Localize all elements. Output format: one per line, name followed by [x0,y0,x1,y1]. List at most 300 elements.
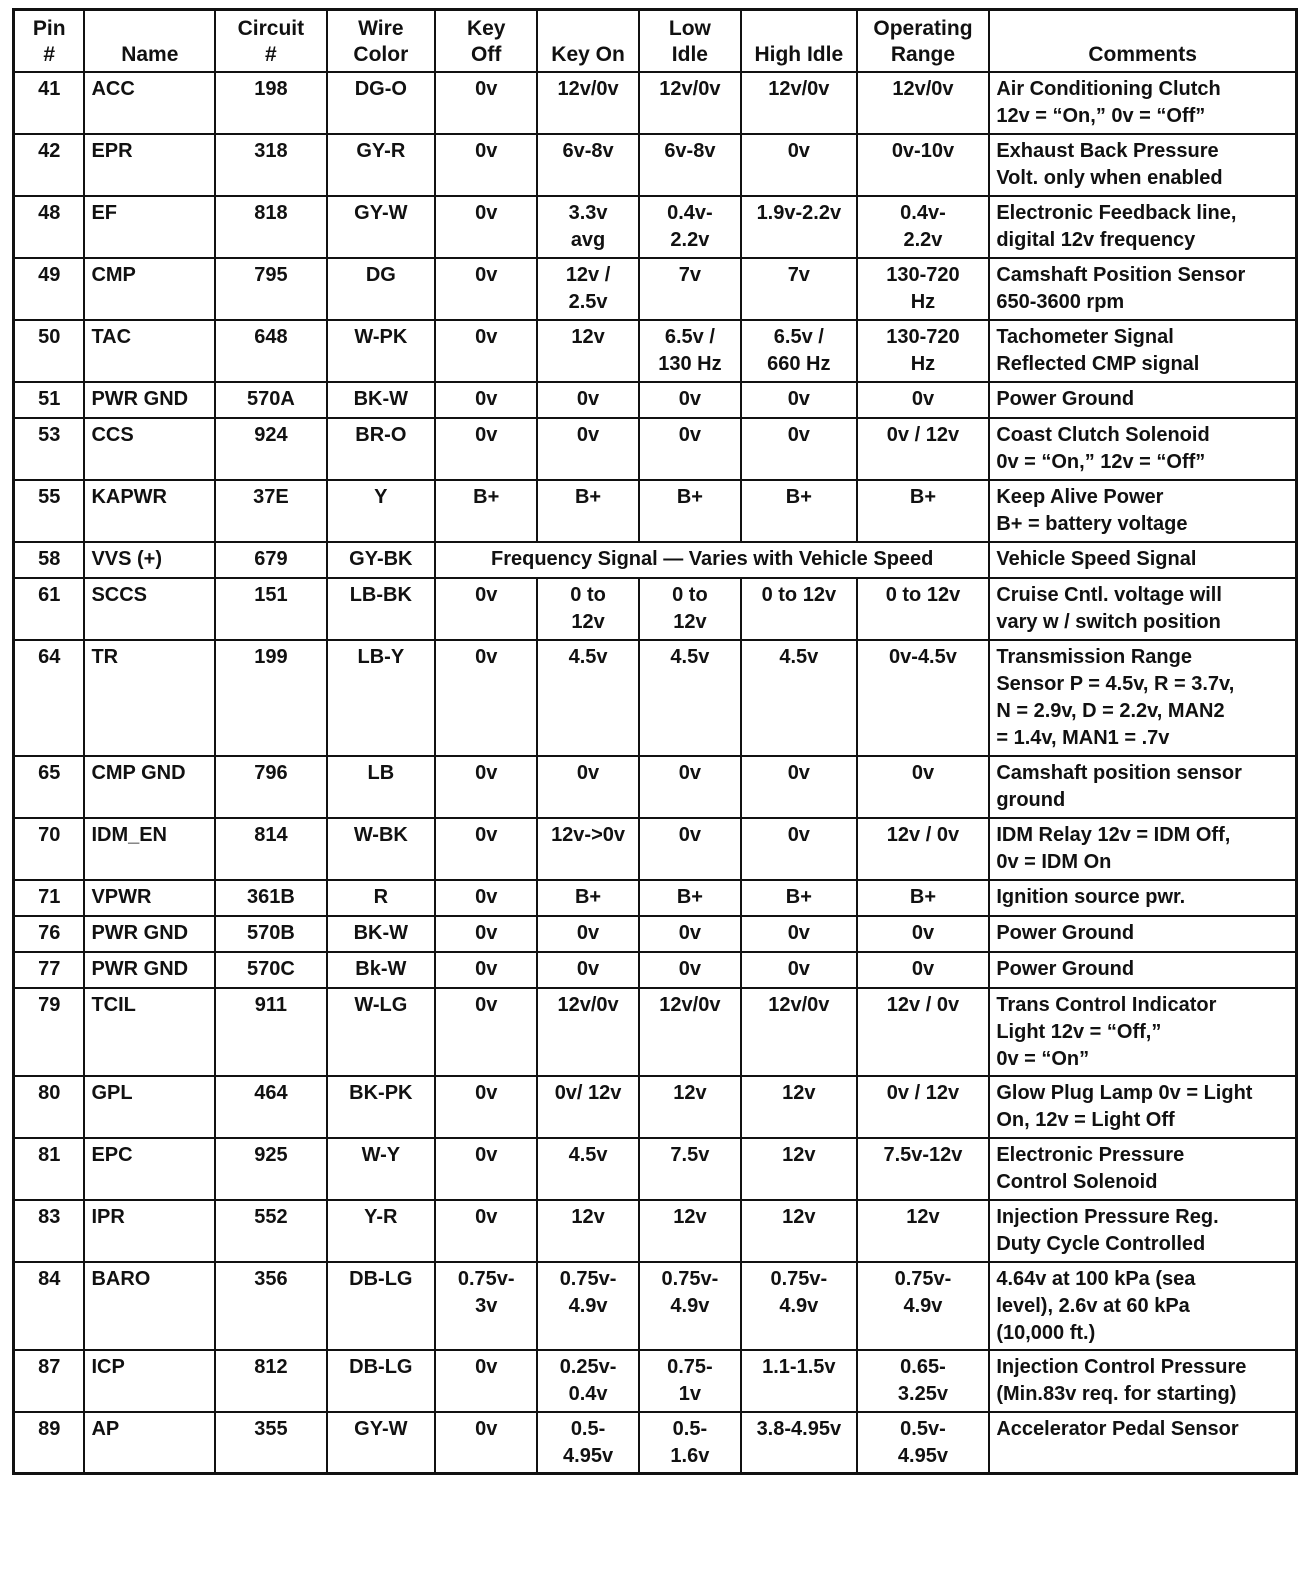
cell-comments-text: Camshaft position sensor ground [996,761,1242,811]
cell-name-text: IDM_EN [91,823,168,846]
cell-low-idle [639,578,741,640]
cell-wire-color [327,1262,435,1350]
cell-high-idle [741,1200,857,1262]
cell-key-on-text: 12v/0v [557,77,619,100]
cell-low-idle [639,640,741,756]
cell-circuit-text: 37E [253,485,289,508]
cell-name-text: GPL [91,1081,133,1104]
cell-name [84,1262,215,1350]
table-row [14,756,1297,818]
cell-key-off-text: 0.75v- 3v [457,1267,515,1317]
cell-high-idle-text: 12v/0v [768,77,830,100]
cell-key-on-text: 0v [576,761,600,784]
cell-wire-color-text: DB-LG [349,1355,413,1378]
cell-key-on-text: 3.3v avg [568,201,608,251]
cell-comments-text: Injection Pressure Reg. Duty Cycle Controlled [996,1205,1219,1255]
cell-operating-range [857,1262,990,1350]
table-row [14,1412,1297,1474]
cell-low-idle [639,916,741,952]
cell-comments-text: IDM Relay 12v = IDM Off, 0v = IDM On [996,823,1231,873]
cell-comments-text: 4.64v at 100 kPa (sea level), 2.6v at 60 kPa (10,000 ft.) [996,1267,1196,1344]
cell-operating-range-text: 0.65- 3.25v [897,1355,948,1405]
cell-high-idle-text: 3.8-4.95v [756,1417,842,1440]
header-circuit: Circuit # [215,10,326,72]
cell-key-off-text: 0v [475,645,498,668]
cell-key-off [435,1138,537,1200]
cell-key-off [435,880,537,916]
cell-wire-color-text: R [373,885,389,908]
cell-operating-range-text: 0v-4.5v [889,645,957,668]
cell-wire-color [327,1412,435,1474]
cell-wire-color [327,1350,435,1412]
cell-pin-text: 64 [38,645,61,668]
table-row [14,134,1297,196]
cell-operating-range-text: 12v/0v [892,77,954,100]
cell-name-text: KAPWR [91,485,167,508]
cell-comments-text: Injection Control Pressure (Min.83v req. for starting) [996,1355,1247,1405]
cell-high-idle [741,578,857,640]
cell-comments-text: Vehicle Speed Signal [996,547,1197,570]
cell-pin-text: 87 [38,1355,61,1378]
table-row [14,72,1297,134]
cell-comments-text: Ignition source pwr. [996,885,1186,908]
cell-low-idle [639,480,741,542]
cell-low-idle-text: 7.5v [670,1143,710,1166]
cell-low-idle [639,258,741,320]
cell-comments-text: Exhaust Back Pressure Volt. only when enabled [996,139,1223,189]
cell-low-idle [639,72,741,134]
table-row [14,880,1297,916]
cell-comments [989,1350,1296,1412]
cell-key-on [537,418,638,480]
cell-pin [14,258,85,320]
cell-low-idle-text: 0v [678,423,702,446]
cell-low-idle [639,1138,741,1200]
cell-circuit [215,952,326,988]
cell-key-on-text: 12v [571,1205,605,1228]
cell-high-idle [741,916,857,952]
cell-pin-text: 89 [38,1417,61,1440]
cell-name [84,1350,215,1412]
cell-key-off-text: 0v [475,957,498,980]
cell-high-idle [741,382,857,418]
cell-circuit-text: 570C [246,957,295,980]
cell-key-on [537,756,638,818]
cell-low-idle-text: 0v [678,387,702,410]
cell-key-on [537,480,638,542]
cell-pin-text: 51 [38,387,61,410]
cell-name [84,1200,215,1262]
cell-wire-color-text: BK-W [353,387,409,410]
cell-operating-range-text: 130-720 Hz [886,263,960,313]
cell-pin [14,578,85,640]
cell-name-text: TR [91,645,119,668]
cell-key-off-text: 0v [475,77,498,100]
cell-pin-text: 49 [38,263,61,286]
table-row [14,640,1297,756]
cell-pin [14,320,85,382]
cell-high-idle [741,1412,857,1474]
cell-name-text: CCS [91,423,134,446]
cell-pin-text: 83 [38,1205,61,1228]
cell-operating-range [857,988,990,1076]
cell-wire-color [327,418,435,480]
cell-comments-text: Trans Control Indicator Light 12v = “Off,” 0v = “On” [996,993,1217,1070]
cell-wire-color [327,578,435,640]
cell-high-idle-text: 1.1-1.5v [762,1355,836,1378]
cell-wire-color-text: DB-LG [349,1267,413,1290]
cell-wire-color [327,756,435,818]
cell-comments-text: Electronic Pressure Control Solenoid [996,1143,1185,1193]
cell-pin [14,1076,85,1138]
cell-operating-range [857,1138,990,1200]
cell-name [84,382,215,418]
cell-name-text: ICP [91,1355,125,1378]
cell-name [84,880,215,916]
cell-key-off [435,320,537,382]
cell-key-off [435,382,537,418]
cell-wire-color [327,1138,435,1200]
cell-low-idle-text: 0.5- 1.6v [670,1417,710,1467]
cell-operating-range-text: 12v / 0v [886,823,960,846]
cell-wire-color-text: BR-O [355,423,407,446]
table-row [14,382,1297,418]
cell-pin-text: 50 [38,325,61,348]
cell-wire-color-text: BK-W [353,921,409,944]
cell-high-idle-text: B+ [785,485,812,508]
header-row [14,10,1297,72]
cell-high-idle [741,952,857,988]
cell-low-idle [639,1412,741,1474]
cell-circuit-text: 355 [254,1417,288,1440]
cell-wire-color [327,542,435,578]
cell-key-on [537,1350,638,1412]
cell-high-idle-text: 0v [787,761,810,784]
cell-circuit [215,1076,326,1138]
cell-comments [989,196,1296,258]
cell-key-off-text: 0v [475,1081,498,1104]
cell-low-idle-text: 12v [673,1205,707,1228]
cell-low-idle [639,320,741,382]
cell-frequency-note [435,542,989,578]
cell-low-idle [639,382,741,418]
cell-high-idle [741,72,857,134]
cell-name [84,258,215,320]
cell-operating-range [857,1412,990,1474]
cell-pin [14,756,85,818]
cell-comments [989,1138,1296,1200]
cell-pin-text: 48 [38,201,61,224]
cell-wire-color-text: BK-PK [349,1081,413,1104]
cell-high-idle [741,134,857,196]
cell-pin-text: 71 [38,885,61,908]
cell-operating-range [857,320,990,382]
cell-key-on-text: 0 to 12v [570,583,606,633]
cell-operating-range-text: 0v [911,957,935,980]
cell-key-on-text: 4.5v [568,645,608,668]
cell-comments [989,134,1296,196]
cell-pin-text: 58 [38,547,61,570]
cell-circuit [215,1138,326,1200]
table-row [14,480,1297,542]
cell-name-text: EPR [91,139,133,162]
cell-circuit-text: 925 [254,1143,288,1166]
cell-name-text: TCIL [91,993,136,1016]
cell-name-text: AP [91,1417,120,1440]
cell-pin [14,480,85,542]
cell-high-idle-text: 0 to 12v [761,583,837,606]
cell-pin [14,1412,85,1474]
cell-circuit [215,988,326,1076]
cell-pin-text: 77 [38,957,61,980]
cell-key-off [435,988,537,1076]
cell-name-text: EPC [91,1143,133,1166]
table-row [14,196,1297,258]
cell-key-off [435,1262,537,1350]
cell-wire-color-text: W-LG [354,993,408,1016]
cell-wire-color-text: W-PK [354,325,408,348]
cell-operating-range [857,952,990,988]
cell-low-idle-text: 0.75v- 4.9v [661,1267,719,1317]
cell-key-on-text: 0v [576,387,600,410]
cell-wire-color [327,880,435,916]
cell-low-idle-text: 0.4v- 2.2v [667,201,713,251]
cell-operating-range-text: 130-720 Hz [886,325,960,375]
cell-name [84,988,215,1076]
cell-key-off-text: 0v [475,201,498,224]
cell-circuit [215,1412,326,1474]
cell-name-text: CMP GND [91,761,186,784]
cell-comments-text: Camshaft Position Sensor 650-3600 rpm [996,263,1246,313]
cell-low-idle [639,418,741,480]
cell-circuit [215,756,326,818]
cell-name [84,1138,215,1200]
cell-name [84,818,215,880]
cell-comments [989,916,1296,952]
cell-key-off-text: 0v [475,139,498,162]
cell-low-idle-text: 12v/0v [659,77,721,100]
cell-operating-range-text: 0v-10v [891,139,955,162]
cell-comments [989,382,1296,418]
table-row [14,1200,1297,1262]
cell-key-on-text: 0.5- 4.95v [563,1417,614,1467]
cell-circuit-text: 795 [254,263,288,286]
cell-key-on-text: 12v/0v [557,993,619,1016]
cell-high-idle-text: 7v [787,263,810,286]
cell-wire-color [327,196,435,258]
cell-comments [989,756,1296,818]
cell-high-idle-text: 0v [787,921,810,944]
cell-comments [989,1262,1296,1350]
cell-comments-text: Glow Plug Lamp 0v = Light On, 12v = Light Off [996,1081,1253,1131]
cell-circuit [215,542,326,578]
cell-circuit [215,880,326,916]
cell-circuit [215,1262,326,1350]
cell-comments [989,988,1296,1076]
cell-operating-range [857,1076,990,1138]
cell-circuit-text: 911 [254,993,288,1016]
cell-high-idle [741,196,857,258]
cell-low-idle-text: B+ [676,885,703,908]
cell-key-on-text: B+ [574,485,602,508]
cell-pin [14,880,85,916]
cell-pin-text: 81 [38,1143,61,1166]
cell-comments [989,818,1296,880]
cell-key-off [435,756,537,818]
cell-key-on [537,72,638,134]
cell-key-on-text: 0v [576,957,600,980]
cell-pin-text: 53 [38,423,61,446]
cell-comments-text: Power Ground [996,957,1135,980]
cell-key-on [537,196,638,258]
cell-pin [14,952,85,988]
cell-key-on [537,1076,638,1138]
cell-name [84,952,215,988]
cell-key-off-text: 0v [475,423,498,446]
cell-circuit-text: 924 [254,423,288,446]
cell-name-text: SCCS [91,583,148,606]
cell-high-idle-text: 0.75v- 4.9v [770,1267,828,1317]
cell-key-on-text: 0v [576,423,600,446]
cell-operating-range [857,818,990,880]
cell-circuit-text: 552 [254,1205,288,1228]
cell-key-on [537,258,638,320]
cell-high-idle [741,418,857,480]
cell-key-off-text: 0v [475,1143,498,1166]
cell-comments-text: Tachometer Signal Reflected CMP signal [996,325,1200,375]
cell-wire-color-text: LB [367,761,395,784]
header-key-off: Key Off [435,10,537,72]
cell-circuit-text: 318 [254,139,288,162]
cell-comments [989,320,1296,382]
cell-circuit [215,640,326,756]
cell-comments-text: Electronic Feedback line, digital 12v frequency [996,201,1237,251]
table-row [14,1138,1297,1200]
header-key-on: Key On [537,10,638,72]
cell-key-off [435,258,537,320]
cell-high-idle-text: 6.5v / 660 Hz [767,325,831,375]
cell-pin-text: 65 [38,761,61,784]
cell-high-idle-text: 12v [782,1205,816,1228]
cell-key-off-text: 0v [475,921,498,944]
cell-key-off [435,72,537,134]
cell-low-idle [639,1350,741,1412]
cell-operating-range-text: 0v [911,921,935,944]
cell-name [84,916,215,952]
cell-key-on-text: 12v->0v [551,823,626,846]
cell-pin [14,196,85,258]
cell-operating-range-text: 0v [911,387,935,410]
cell-operating-range-text: 0v / 12v [886,1081,960,1104]
cell-key-on [537,880,638,916]
cell-wire-color-text: Y-R [364,1205,398,1228]
cell-circuit-text: 812 [254,1355,288,1378]
cell-name [84,480,215,542]
cell-comments [989,72,1296,134]
cell-high-idle [741,320,857,382]
cell-operating-range [857,880,990,916]
cell-key-off-text: B+ [473,485,500,508]
cell-circuit [215,134,326,196]
cell-high-idle [741,258,857,320]
table-row [14,1076,1297,1138]
table-row [14,320,1297,382]
cell-operating-range [857,418,990,480]
cell-high-idle-text: 0v [787,387,810,410]
cell-comments [989,1076,1296,1138]
cell-high-idle [741,818,857,880]
cell-high-idle-text: 0v [787,139,810,162]
cell-low-idle [639,1200,741,1262]
cell-operating-range-text: 12v / 0v [886,993,960,1016]
cell-operating-range-text: B+ [909,485,937,508]
cell-key-off-text: 0v [475,1417,498,1440]
cell-operating-range [857,382,990,418]
cell-high-idle-text: B+ [785,885,812,908]
cell-low-idle-text: 0v [678,823,702,846]
cell-circuit [215,578,326,640]
cell-pin-text: 61 [38,583,61,606]
cell-key-on [537,1262,638,1350]
cell-operating-range-text: 0 to 12v [885,583,961,606]
cell-high-idle [741,1262,857,1350]
cell-wire-color-text: DG-O [354,77,407,100]
cell-circuit [215,196,326,258]
cell-comments [989,258,1296,320]
cell-operating-range-text: 0.5v- 4.95v [897,1417,948,1467]
cell-wire-color [327,1200,435,1262]
cell-low-idle [639,134,741,196]
cell-name [84,134,215,196]
cell-pin [14,1200,85,1262]
cell-high-idle-text: 0v [787,957,810,980]
cell-high-idle [741,988,857,1076]
cell-operating-range [857,1200,990,1262]
cell-pin [14,1350,85,1412]
cell-high-idle [741,1076,857,1138]
cell-low-idle-text: 12v [673,1081,707,1104]
pin-voltage-table [12,8,1298,1475]
cell-key-off [435,952,537,988]
table-row [14,952,1297,988]
cell-low-idle [639,952,741,988]
cell-key-on [537,1200,638,1262]
cell-key-on-text: 12v [571,325,605,348]
cell-wire-color [327,382,435,418]
cell-key-off [435,1200,537,1262]
cell-comments [989,880,1296,916]
cell-operating-range [857,1350,990,1412]
header-name: Name [84,10,215,72]
cell-key-on [537,320,638,382]
cell-wire-color-text: DG [365,263,396,286]
cell-name [84,640,215,756]
cell-wire-color [327,988,435,1076]
cell-pin-text: 80 [38,1081,61,1104]
cell-high-idle [741,880,857,916]
cell-key-on-text: 0.25v- 0.4v [559,1355,617,1405]
cell-name-text: PWR GND [91,921,189,944]
cell-key-on-text: 6v-8v [562,139,614,162]
cell-name-text: VVS (+) [91,547,163,570]
cell-operating-range-text: 7.5v-12v [883,1143,963,1166]
cell-key-off-text: 0v [475,823,498,846]
cell-operating-range [857,640,990,756]
cell-name-text: CMP [91,263,136,286]
cell-circuit-text: 796 [254,761,288,784]
cell-operating-range [857,134,990,196]
cell-comments [989,480,1296,542]
